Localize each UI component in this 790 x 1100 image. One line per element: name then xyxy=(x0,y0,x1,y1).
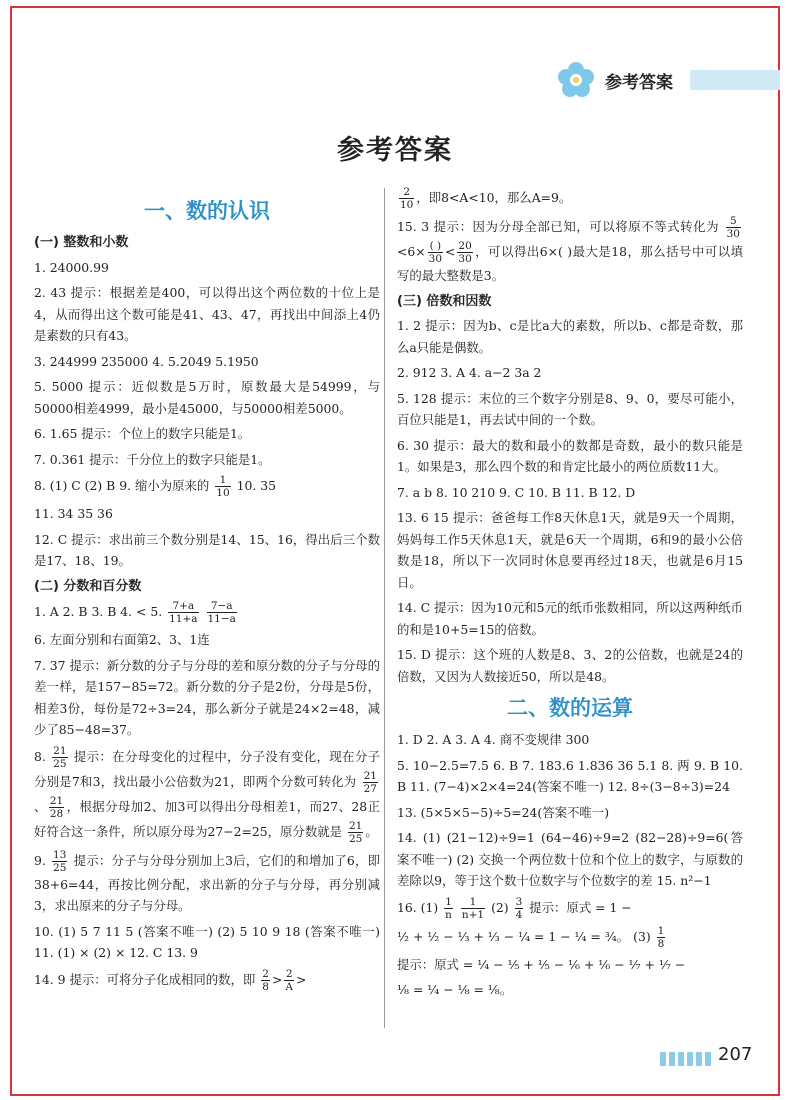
fraction xyxy=(215,474,230,499)
answer-text: 8. xyxy=(34,748,46,764)
answer-item: 14. C 提示：因为10元和5元的纸币张数相同，所以这两种纸币的和是10+5=15的倍数。 xyxy=(397,600,743,637)
answer-item: 2. 912 3. A 4. a−2 3a 2 xyxy=(397,365,542,380)
answer-item: ⅛ = ¼ − ⅛ = ⅛。 xyxy=(397,982,513,997)
answer-text: 10. 35 xyxy=(236,478,277,493)
numerator: 1 xyxy=(445,895,452,908)
answer-text: ，即8<A<10，那么A=9。 xyxy=(416,190,572,205)
answer-text: 9. xyxy=(34,852,46,868)
numerator: 2 xyxy=(262,967,269,980)
answer-item: 12. C 提示：求出前三个数分别是14、15、16，得出后三个数是17、18、19。 xyxy=(34,531,380,568)
answer-item: 11. 34 35 36 xyxy=(34,506,113,521)
denominator: n xyxy=(445,908,452,921)
chapter-heading: 二、数的运算 xyxy=(507,696,633,720)
fraction xyxy=(444,896,453,921)
bar-decoration xyxy=(660,1052,666,1066)
numerator: 21 xyxy=(363,769,377,782)
numerator: 1 xyxy=(215,474,230,487)
numerator: 21 xyxy=(348,819,363,832)
answer-text: (2) xyxy=(491,899,509,915)
numerator: 1 xyxy=(461,896,485,909)
bar-decoration xyxy=(669,1052,675,1066)
answer-text: ，可以得出6×( )最大是18，那么括号中可以填写的最大整数是3。 xyxy=(397,244,743,283)
answer-text: 提示：在分母变化的过程中，分子没有变化，现在分子分别是7和3，找出最小公倍数为21，即两个分数可转化为 xyxy=(34,748,380,789)
answer-item: 1. 24000.99 xyxy=(34,259,109,275)
answer-item xyxy=(397,896,743,921)
fraction xyxy=(52,849,67,874)
answer-item xyxy=(34,474,380,499)
fraction xyxy=(261,968,270,993)
section-heading: (三) 倍数和因数 xyxy=(397,293,492,309)
fraction xyxy=(284,968,294,993)
answer-item: 1. D 2. A 3. A 4. 商不变规律 300 xyxy=(397,732,590,747)
answer-item: 5. 10−2.5=7.5 6. B 7. 183.6 1.836 36 5.1 8. 两 9. B 10. B 11. (7−4)×2×4=24(答案不唯一) 12. 8÷(3−8÷3)=24 xyxy=(397,757,743,794)
answer-text: (3) xyxy=(633,928,651,944)
answer-item: 7. 0.361 提示：千分位上的数字只能是1。 xyxy=(34,451,271,467)
denominator: 30 xyxy=(428,253,443,265)
answer-item: 15. D 提示：这个班的人数是8、3、2的公倍数，也就是24的倍数，又因为人数接近50，所以是48。 xyxy=(397,647,743,684)
numerator: 7−a xyxy=(207,600,237,613)
numerator: 2 xyxy=(399,186,414,199)
answer-text: 8. (1) C (2) B 9. 缩小为原来的 xyxy=(34,478,210,493)
page-title: 参考答案 xyxy=(337,135,453,166)
header-band xyxy=(690,70,780,90)
flower-icon xyxy=(556,60,596,100)
numerator: 1 xyxy=(657,924,665,937)
answer-item xyxy=(397,925,743,950)
denominator: 27 xyxy=(363,782,377,795)
answer-item: 7. 37 提示：新分数的分子与分母的差和原分数的分子与分母的差一样，是157−85=72。新分数的分子是2份，分母是5份，相差3份，每份是72÷3=24，那么新分子就是24×2=48，减少了85−48=37。 xyxy=(34,657,380,737)
fraction xyxy=(363,770,378,795)
answer-item: 6. 1.65 提示：个位上的数字只能是1。 xyxy=(34,426,251,441)
denominator: 8 xyxy=(262,980,269,993)
numerator: 21 xyxy=(49,794,64,807)
answer-text: 1. A 2. B 3. B 4. < 5. xyxy=(34,604,163,619)
section-heading: (二) 分数和百分数 xyxy=(34,578,142,594)
answer-text: 提示：分子与分母分别加上3后，它们的和增加了6，即38+6=44，再按比例分配，求出新的分子与分母，再分别减3，求出原来的分子与分母。 xyxy=(34,852,380,913)
answer-item: 1. 2 提示：因为b、c是比a大的素数，所以b、c都是奇数，那么a只能是偶数。 xyxy=(397,318,743,355)
answer-item: 5. 5000 提示：近似数是5万时，原数最大是54999，与50000相差4999，最小是45000，与50000相差5000。 xyxy=(34,379,380,416)
bar-decoration xyxy=(687,1052,693,1066)
answer-text: 提示：原式 = 1 − xyxy=(529,899,632,915)
answer-item: 7. a b 8. 10 210 9. C 10. B 11. B 12. D xyxy=(397,484,636,500)
answer-text: 15. 3 提示：因为分母全部已知，可以将原不等式转化为 xyxy=(397,219,720,234)
page-number-bars xyxy=(660,1048,770,1068)
answer-item xyxy=(34,600,380,625)
denominator: A xyxy=(285,980,293,993)
answer-item: 3. 244999 235000 4. 5.2049 5.1950 xyxy=(34,353,259,369)
denominator: n+1 xyxy=(461,908,485,921)
denominator: 30 xyxy=(458,253,472,265)
answer-item: 8. $\frac{21}{25}$ 提示：在分母变化的过程中，分子没有变化，现在分子分别是7和3，找出最小公倍数为21，即两个分数可转化为 $\frac{21}{27}$ 、 $\frac{21}{28}$ ，根据分母加2、加3可以得出分母相差1，而27、28正好符合这一条件，所以原分母为27−2=25，原分数就是 $\frac{21}{25}$ 。 xyxy=(34,744,381,845)
numerator: 20 xyxy=(458,240,472,252)
right-column xyxy=(397,186,743,1005)
fraction xyxy=(457,240,472,265)
answer-item: 14. (1) (21−12)÷9=1 (64−46)÷9=2 (82−28)÷9=6(答案不唯一) (2) 交换一个两位数十位和个位上的数字，与原数的差除以9，等于这个数十位数字与个位数字的差 15. n²−1 xyxy=(397,830,743,888)
answer-text: 16. (1) xyxy=(397,899,439,915)
answer-item: 13. (5×5×5−5)÷5=24(答案不唯一) xyxy=(397,804,610,820)
numerator: 13 xyxy=(53,848,67,861)
answer-item: 提示：原式 = ¼ − ⅕ + ⅕ − ⅙ + ⅙ − ⅐ + ⅐ − xyxy=(397,956,686,972)
header-title: 参考答案 xyxy=(605,73,673,93)
fraction xyxy=(515,896,524,921)
numerator: 2 xyxy=(285,967,293,980)
fraction xyxy=(461,896,485,921)
fraction xyxy=(428,240,443,265)
numerator: 21 xyxy=(53,744,67,757)
chapter-heading: 一、数的认识 xyxy=(144,199,270,223)
page-number: 207 xyxy=(718,1044,753,1065)
answer-item xyxy=(397,186,743,211)
numerator: 5 xyxy=(726,215,741,228)
answer-item: 6. 左面分别和右面第2、3、1连 xyxy=(34,632,210,647)
denominator: 25 xyxy=(53,757,67,770)
numerator: 7+a xyxy=(168,600,198,613)
left-column xyxy=(34,192,380,997)
answer-item: 10. (1) 5 7 11 5 (答案不唯一) (2) 5 10 9 18 (答案不唯一) 11. (1) × (2) × 12. C 13. 9 xyxy=(34,923,380,960)
bar-decoration xyxy=(705,1052,711,1066)
answer-item: 13. 6 15 提示：爸爸每工作8天休息1天，就是9天一个周期，妈妈每工作5天休息1天，就是6天一个周期，6和9的最小公倍数是18，所以下一次同时休息要再经过18天，也就是6月15日。 xyxy=(397,510,743,590)
section-heading: (一) 整数和小数 xyxy=(34,235,129,250)
fraction xyxy=(726,215,741,240)
denominator: 11+a xyxy=(169,613,198,625)
fraction xyxy=(657,925,666,950)
denominator: 4 xyxy=(515,908,523,921)
answer-item: 15. 3 提示：因为分母全部已知，可以将原不等式转化为 $\frac{5}{30}$ <6× $\frac{( )}{30}$ < $\frac{20}{30}$ ，可以得出6×( )最大是18，那么括号中可以填写的最大整数是3。 xyxy=(397,215,743,283)
answer-item: 6. 30 提示：最大的数和最小的数都是奇数，最小的数只能是1。如果是3，那么四个数的和肯定比最小的两位质数11大。 xyxy=(397,437,743,474)
answer-text: ½ + ½ − ⅓ + ⅓ − ¼ = 1 − ¼ = ¾。 xyxy=(397,928,630,944)
bar-decoration xyxy=(678,1052,684,1066)
denominator: 8 xyxy=(657,937,665,950)
answer-item: 5. 128 提示：末位的三个数字分别是8、9、0，要尽可能小，百位只能是1，再去试中间的一个数。 xyxy=(397,390,743,427)
denominator: 30 xyxy=(726,228,740,240)
answer-text: 14. 9 提示：可将分子化成相同的数，即 xyxy=(34,971,256,987)
bar-decoration xyxy=(696,1052,702,1066)
denominator: 11−a xyxy=(207,613,236,625)
denominator: 25 xyxy=(348,832,363,845)
answer-item xyxy=(34,849,380,917)
fraction xyxy=(168,600,198,625)
answer-text: ，根据分母加2、加3可以得出分母相差1，而27、28正好符合这一条件，所以原分母为27−2=25，原分数就是 xyxy=(34,798,381,839)
fraction xyxy=(52,745,67,770)
denominator: 28 xyxy=(49,807,64,820)
denominator: 25 xyxy=(53,861,67,874)
answer-item: 14. 9 提示：可将分子化成相同的数，即 $\frac{2}{8}$ > $\frac{2}{A}$ > xyxy=(34,967,307,993)
column-divider xyxy=(384,188,385,1028)
denominator: 10 xyxy=(216,487,230,499)
answer-item: 2. 43 提示：根据差是400，可以得出这个两位数的十位上是4，从而得出这个数可能是41、43、47，再找出中间添上4仍是素数的只有43。 xyxy=(34,285,380,343)
fraction xyxy=(399,186,414,211)
fraction xyxy=(49,795,64,820)
fraction xyxy=(348,820,363,845)
numerator: 3 xyxy=(515,895,523,908)
denominator: 10 xyxy=(400,199,414,211)
fraction xyxy=(207,600,237,625)
numerator: ( ) xyxy=(429,240,442,252)
